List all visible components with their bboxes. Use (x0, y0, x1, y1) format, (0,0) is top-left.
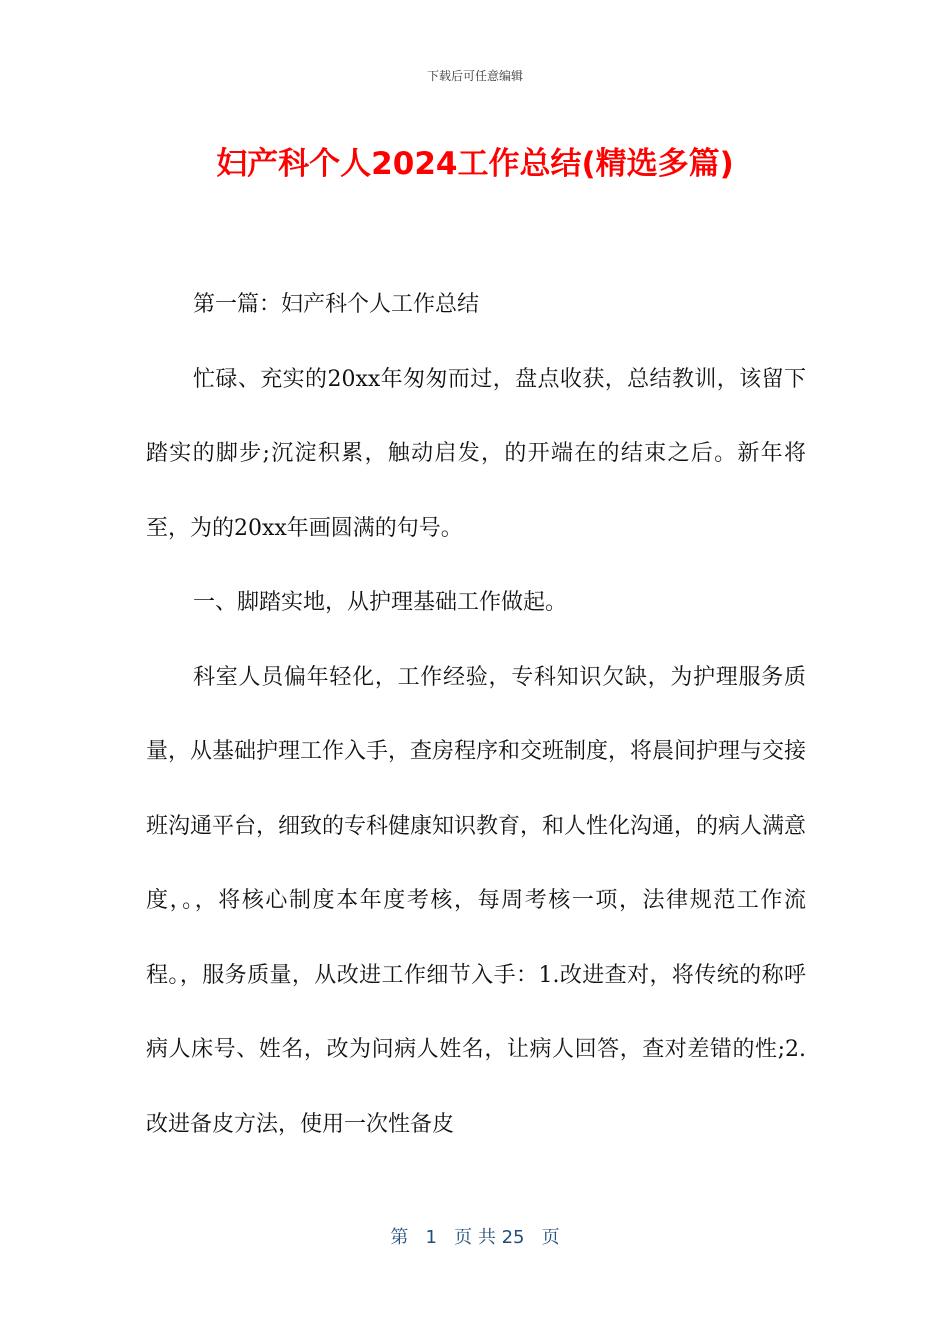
body-paragraph: 一、脚踏实地，从护理基础工作做起。 (193, 590, 568, 615)
header-note: 下载后可任意编辑 (426, 69, 523, 83)
section-heading: 第一篇：妇产科个人工作总结 (193, 292, 480, 317)
total-pages-number: 25 (501, 1227, 525, 1248)
body-paragraph: 科室人员偏年轻化，工作经验，专科知识欠缺，为护理服务质量，从基础护理工作入手，查房程序和交班制度，将晨间护理与交接班沟通平台，细致的专科健康知识教育，和人性化沟通，的病人满意度，。，将核心制度本年度考核，每周考核一项，法律规范工作流程。，服务质量，从改进工作细节入手：1.改进查对，将传统的称呼病人床号、姓名，改为问病人姓名，让病人回答，查对差错的性;2.改进备皮方法，使用一次性备皮 (146, 664, 807, 1137)
page-label-middle: 页 共 (454, 1227, 496, 1248)
document-body (146, 268, 806, 1162)
body-paragraph: 忙碌、充实的20xx年匆匆而过，盘点收获，总结教训，该留下踏实的脚步;沉淀积累，触动启发，的开端在的结束之后。新年将至，为的20xx年画圆满的句号。 (146, 366, 806, 541)
page-label-prefix: 第 (390, 1227, 409, 1248)
page-footer (0, 1224, 950, 1252)
current-page-number: 1 (425, 1227, 437, 1248)
page-label-suffix: 页 (541, 1227, 560, 1248)
document-title: 妇产科个人2024工作总结(精选多篇) (216, 146, 734, 182)
